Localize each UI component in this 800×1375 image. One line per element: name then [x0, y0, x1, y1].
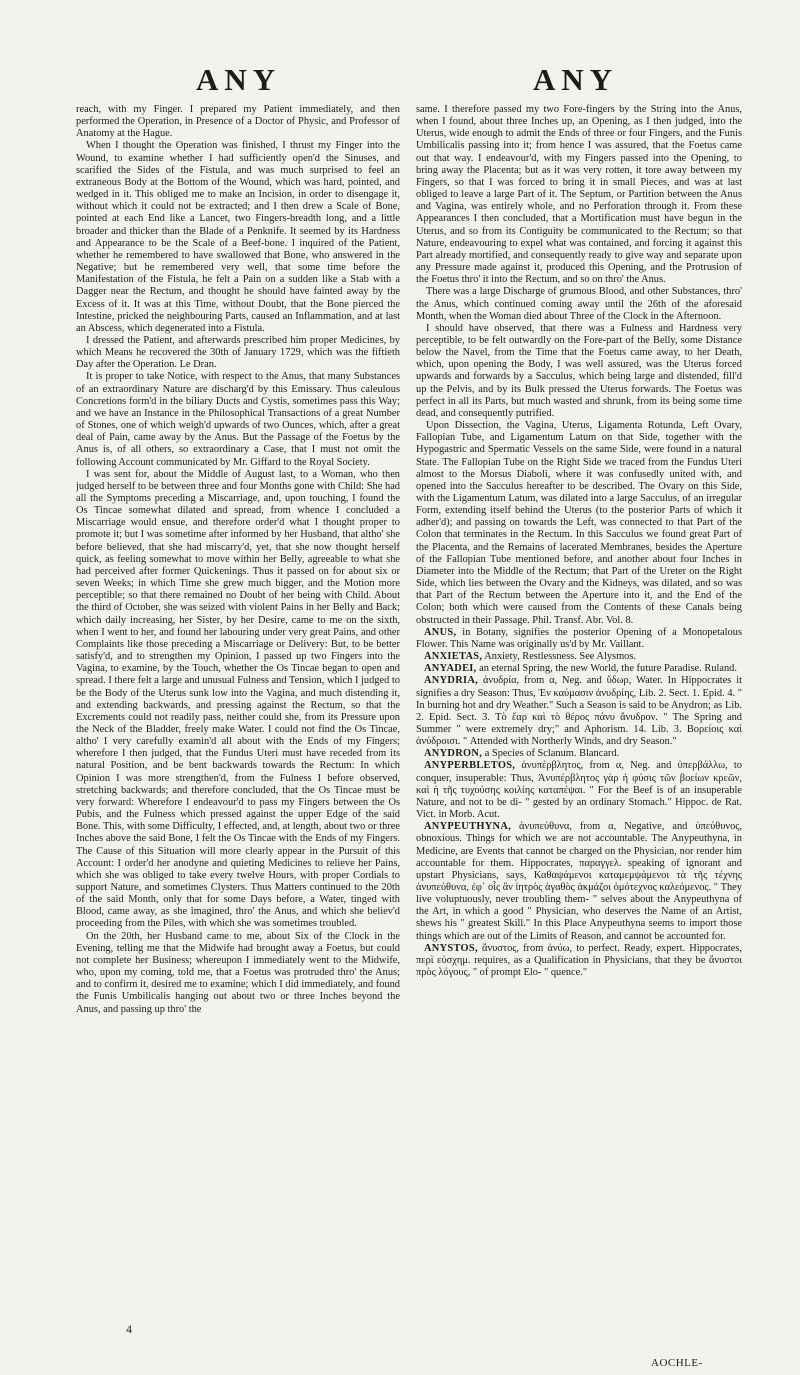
left-paragraph: It is proper to take Notice, with respect to the Anus, that many Substances of an extraordinary Nature are discharg'd by this Emissary. Thus caleulous Concretions form'd in the biliary Ducts and Cystis, sometimes pass this Way; and we have an Instance in the Philosophical Transactions of a great Number of Stones, one of which weigh'd upwards of two Ounces, which, after a great deal of Pain, came away by the Anus. But the Passage of the Foetus by the Anus is, of all others, so extraordinary a Case, that I must not omit the following Account communicated by Mr. Giffard to the Royal Society. [76, 371, 400, 468]
left-paragraph: I dressed the Patient, and afterwards prescribed him proper Medicines, by which Means he recovered the 30th of January 1729, which was the fiftieth Day after the Operation. Le Dran. [76, 334, 400, 371]
entry-text: ἄνυστος, from ἀνύω, to perfect. Ready, expert. Hippocrates, περὶ εὐσχημ. requires, as a Qualification in Physicians, that they be ἄνυστοι πρὸς λόγους, " of prompt Elo- " quence." [416, 942, 742, 979]
left-paragraph: I was sent for, about the Middle of August last, to a Woman, who then judged herself to be between three and four Months gone with Child: She had all the Symptoms preceding a Miscarriage, and, upon touching, I found the Os Tincae somewhat dilated and spread, from whence I concluded a Miscarriage would ensue, and therefore order'd what I thought proper to promote it; but I was sometime after informed by her Husband, that altho' she before believed, that she had miscarry'd, yet, that she now thought herself quick, as feeling somewhat to move within her Belly, agreeable to what she had perceived after former Quickenings. Thus it passed on for about six or seven Weeks; in which Time she grew much bigger, and the Motion more perceptible; so that there remained no Doubt of her being with Child. About the third of October, she was seized with violent Pains in her Belly and Back; which daily increasing, her Sister, by her Desire, came to me on the sixth, when I went to her, and found her labouring under very great Pains, and other Complaints like those preceding a Miscarriage or Delivery: But, to be better satisfy'd, and to strengthen my Opinion, I passed up two Fingers into the Vagina, to examine, by the Touch, whether the Os Tincae began to open and spread. I there felt a large and unusual Fulness and Tension, which I judged to be the Body of the Uterus sunk low into the Vagina, and much distending it, and extending backwards, and pressing against the Rectum, so that the Excrements could not readily pass, neither could she, from its Pressure upon the Neck of the Bladder, freely make Water. I could not find the Os Tincae, altho' I very carefully examin'd all about with the Ends of my Fingers; wherefore I then judged, that the Fundus Uteri must have receded from its natural Position, and be bent backwards towards the Rectum: In which Opinion I was more strengthen'd, from the Fulness I before observed, stretching backwards; and therefore concluded, that the Os Tincae must be very forward: Wherefore I endeavour'd to pass my Fingers between the Os Pubis, and the Fulness which pressed against the upper Edge of the said Bone. This, with some Difficulty, I effected, and, at length, about two or three Inches above the said Bone, I felt the Os Tincae with the Ends of my Fingers. The Cause of this Situation will more clearly appear in the Pursuit of this Account: I order'd her anodyne and quieting Medicines to relieve her Pains, which she was obliged to take every twelve Hours, with proper Cordials to support Nature, and sometimes Clysters. Thus Matters continued to the 20th of the said Month, only that for some Days before, a Water, tinged with Blood, came away, as she imagined, thro' the Anus, and which she believ'd proceeding from the Piles, with which she was sometimes troubled. [76, 468, 400, 930]
entry-headword: ANYSTOS, [424, 942, 478, 954]
entry-anypeuthyna [416, 821, 742, 943]
page-number: 4 [126, 1322, 132, 1336]
right-paragraph: There was a large Discharge of grumous Blood, and other Substances, thro' the Anus, which continued coming away until the 26th of the aforesaid Month, when the Woman died about Three of the Clock in the Afternoon. [416, 286, 742, 322]
entry-text: ἀνυδρία, from α, Neg. and ὕδωρ, Water. In Hippocrates it signifies a dry Season: Thus, Ἐν καύμασιν ἀνυδρίης, Lib. 2. Sect. 1. Epid. 4. " In burning hot and dry Weather." Such a Season is said to be Anydron; as Lib. 2. Epid. Sect. 3. Τὸ ἔαρ καὶ τὸ θέρος πάνυ ἄνυδρον. " The Spring and Summer " were extremely dry;" and Aphorism. 14. Lib. 3. Βορείοις καὶ ἀνύδροισι. " Attended with Northerly Winds, and dry Season." [416, 675, 742, 748]
entry-headword: ANYPERBLETOS, [424, 760, 516, 772]
left-paragraph: On the 20th, her Husband came to me, about Six of the Clock in the Evening, telling me that the Midwife had brought away a Foetus, but could not complete her Business; whereupon I immediately went to the Midwife, who, upon my coming, told me, that a Foetus was protruded thro' the Anus; and to confirm it, desired me to examine; which I did immediately, and found the Funis Umbilicalis hanging out about two or three Inches beyond the Anus, and passing up thro' the [76, 930, 400, 1015]
right-paragraph: Upon Dissection, the Vagina, Uterus, Ligamenta Rotunda, Left Ovary, Fallopian Tube, and Ligamentum Latum on that Side, together with the Hypogastric and Spermatic Vessels on the same Side, were found in a natural State. The Fallopian Tube on the Right Side we traced from the Fundus Uteri almost to the Morsus Diaboli, where it was confusedly united with, and opened into the Sacculus hereafter to be described. The Ovary on this Side, with the Ligamentum Latum, was dilated into a large Sacculus, of an irregular Form, extending itself behind the Uterus (to the posterior Parts of which it adher'd); and passing on towards the Left, was connected to that Part of the Colon that terminates in the Rectum. In this Sacculus we found great Part of the Placenta, and the Remains of lacerated Membranes, besides the Aperture of the Fallopian Tube mentioned before, and another about four Inches in Diameter into the Middle of the Rectum; that Part of the Ureter on the Right Side, which lies between the Ovary and the Kidneys, was dilated, and so was that Part of the Rectum between the Aperture into it, and the End of the Colon; both which were caused from the Contents of these Canals being obstructed in their Passage. Phil. Transf. Abr. Vol. 8. [416, 420, 742, 626]
entry-text: ἀνυπεύθυνα, from α, Negative, and ὑπεύθυνος, obnoxious. Things for which we are not accountable. The Anypeuthyna, in Medicine, are Events that cannot be charged on the Physician, nor render him accountable for them. Hippocrates, παραγγελ. speaking of ignorant and upstart Physicians, says, Καθαψάμενοι καταμεμψάμενοι τὰ τῆς τέχνης ἀνυπεύθυνα, ἐφ᾽ οἷς ἂν ἰητρὸς ἀγαθὸς ἀκμάζοι ὁμότεχνος καλεόμενος. " They live voluptuously, never troubling them- " selves about the Anypeuthyna of the Art, in which a good " Physician, who deserves the Name of an Artist, shews his " greatest Skill." In this Place Anypeuthyna seems to import those things which are out of the Limits of Reason, and cannot be accounted for. [416, 821, 742, 942]
entry-anydria [416, 675, 742, 748]
entry-anus [416, 627, 742, 651]
left-paragraph: reach, with my Finger. I prepared my Patient immediately, and then performed the Operation, in Presence of a Doctor of Physic, and Professor of Anatomy at the Hague. [76, 104, 400, 140]
entry-text: in Botany, signifies the posterior Opening of a Monopetalous Flower. This Name was originally us'd by Mr. Vaillant. [416, 626, 742, 650]
entry-text: an eternal Spring, the new World, the future Paradise. Ruland. [479, 663, 737, 675]
catchword: AOCHLE- [651, 1357, 703, 1369]
entry-headword: ANYPEUTHYNA, [424, 821, 512, 833]
entry-anyadei [416, 663, 742, 675]
right-column [416, 104, 742, 1316]
right-paragraph: same. I therefore passed my two Fore-fingers by the String into the Anus, when I found, about three Inches up, an Opening, as I then judged, into the Uterus, wide enough to admit the Ends of three or four Fingers, and the Funis Umbilicalis passing into it; from hence I was assured, that the Foetus came out that way. I endeavour'd, with my Fingers passed into the Opening, to bring away the Placenta; but as it was very rotten, it tore away between my Fingers, so that I was forced to bring it in small Pieces, and was at last obliged to leave a large Part of it. The Septum, or Partition between the Anus and Vagina, was entirely whole, and no Perforation through it. From these Appearances I then concluded, that a Mortification must have begun in the Uterus, and so from its Contiguity be communicated to the Rectum; so that Nature, endeavouring to expel what was contained, and forcing it against this Part already mortified, and consequently ready to give way and separate upon any Pressure made against it, produced this Opening, and the Protrusion of the Foetus thro' it into the Rectum, and so on thro' the Anus. [416, 104, 742, 286]
entry-text: ἀνυπέρβλητος, from α, Neg. and ὑπερβάλλω, to conquer, insuperable: Thus, Ἀνυπέρβλητος γὰρ ἡ φύσις τῶν βοείων κρεῶν, καὶ ἡ τῆς τυχούσης κοιλίης καταπέψαι. " For the Beef is of an insuperable Nature, and not to be di- " gested by an ordinary Stomach." Hippoc. de Rat. Vict. in Morb. Acut. [416, 760, 742, 821]
right-paragraph: I should have observed, that there was a Fulness and Hardness very perceptible, to be felt outwardly on the Fore-part of the Belly, some Distance below the Navel, from the Time that the Foetus came away, to her Death, which, upon opening the Body, I was well assured, was the Uterus forced upwards and forwards by a Sacculus, which being large and distended, fill'd up the Pelvis, and by its Bulk pressed the Uterus forwards. The Foetus was perfect in all its Parts, but much wasted and shrunk, from its being some time dead, and consequently putrified. [416, 322, 742, 419]
entry-headword: ANYDRIA, [424, 675, 479, 687]
entry-text: Anxiety, Restlessness. See Alysmos. [484, 651, 636, 663]
entry-anydron [416, 748, 742, 760]
entry-headword: ANYDRON, [424, 748, 483, 760]
entry-anyperbletos [416, 760, 742, 821]
left-column [76, 104, 400, 1316]
headword-left: ANY [196, 62, 282, 97]
entry-anxietas [416, 651, 742, 663]
entry-headword: ANXIETAS, [424, 651, 483, 663]
entry-headword: ANYADEI, [424, 663, 477, 675]
entry-headword: ANUS, [424, 626, 457, 638]
headword-right: ANY [533, 62, 619, 97]
running-header [0, 62, 800, 106]
left-paragraph: When I thought the Operation was finished, I thrust my Finger into the Wound, to examine whether I had sufficiently open'd the Sinuses, and scarified the Sides of the Fistula, and was much surprised to feel an extraneous Body at the Bottom of the Wound, which was hard, pointed, and wedged in it. This obliged me to make an Incision, in order to disengage it, without which it could not be extracted; and I then drew a Scale of Bone, pointed at each End like a Lancet, two Fingers-breadth long, and a little broader and thicker than the Blade of a Penknife. It seemed by its Hardness and Appearance to be the Scale of a Beef-bone. I inquired of the Patient, whether he remembered to have swallowed that Bone, who answered in the Negative; but he remembered very well, that some time before the Manifestation of the Fistula, he felt a Pain on a sudden like a Stab with a Dagger near the Rectum, and thought he should have fainted away by the Excess of it. It was at this Time, without Doubt, that the Bone pierced the Intestine, pricked the neighbouring Parts, caused an Inflammation, and at last an Abscess, which degenerated into a Fistula. [76, 140, 400, 334]
entry-anystos [416, 943, 742, 979]
entry-text: a Species of Sclanum. Blancard. [484, 748, 620, 760]
